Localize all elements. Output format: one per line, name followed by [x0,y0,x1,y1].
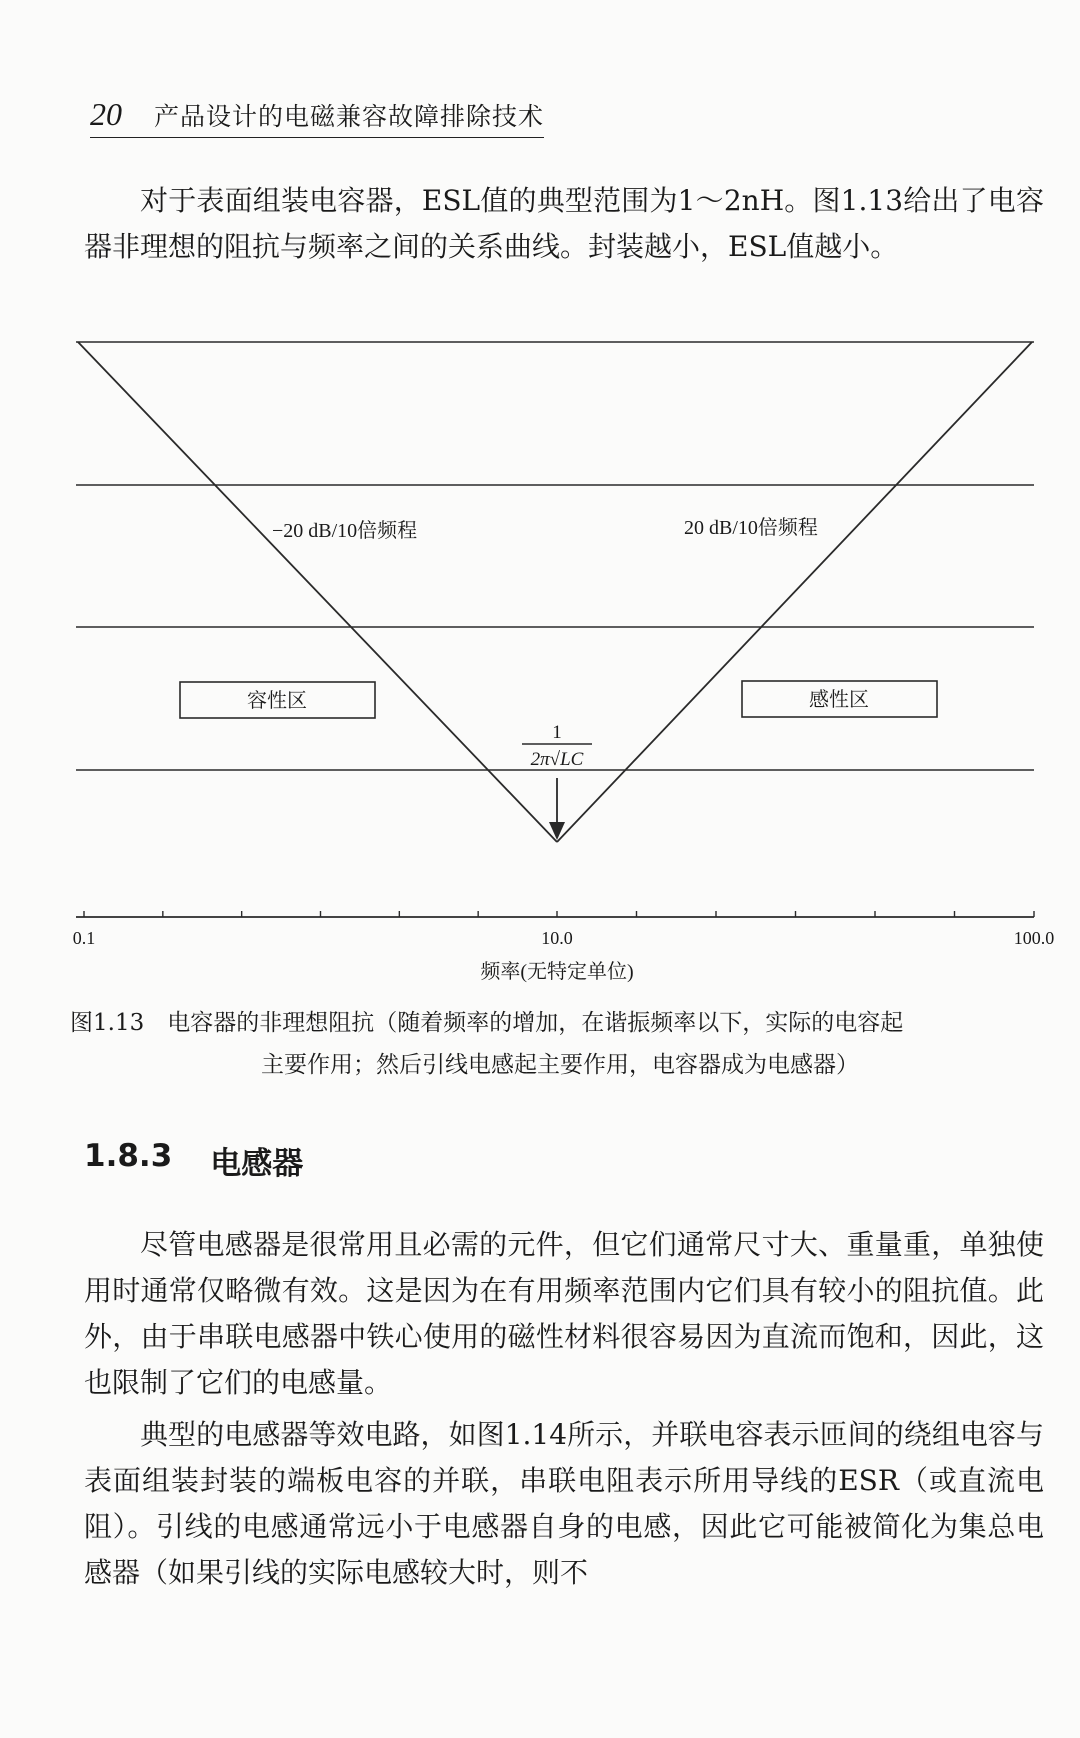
page-number: 20 [90,96,122,132]
axis-tick-left: 0.1 [72,928,96,948]
paragraph-inductor-intro: 尽管电感器是很常用且必需的元件，但它们通常尺寸大、重量重，单独使用时通常仅略微有效。这是因为在有用频率范围内它们具有较小的阻抗值。此外，由于串联电感器中铁心使用的磁性材料很容易因为直流而饱和，因此，这也限制了它们的电感量。 [84,1228,1044,1399]
axis-tick-mid: 10.0 [541,928,573,948]
inductive-slope-line [557,342,1032,842]
running-header [90,96,544,138]
paragraph-inductor-circuit: 典型的电感器等效电路，如图1.14所示，并联电容表示匝间的绕组电容与表面组装封装的端板电容的并联，串联电阻表示所用导线的ESR（或直流电阻）。引线的电感通常远小于电感器自身的电感，因此它可能被简化为集总电感器（如果引线的实际电感较大时，则不 [84,1418,1044,1589]
paragraph-esl: 对于表面组装电容器，ESL值的典型范围为1～2nH。图1.13给出了电容器非理想的阻抗与频率之间的关系曲线。封装越小，ESL值越小。 [84,184,1044,263]
left-slope-label: −20 dB/10倍频程 [272,520,418,542]
capacitive-slope-line [78,342,557,842]
caption-line-1: 图1.13 电容器的非理想阻抗（随着频率的增加，在谐振频率以下，实际的电容起 [70,1010,904,1036]
formula-numerator: 1 [552,722,562,743]
inductive-region-label: 感性区 [809,689,869,711]
impedance-figure [0,330,1080,990]
formula-denominator: 2π√LC [530,749,584,770]
figure-caption [70,1002,1050,1086]
capacitive-region-label: 容性区 [247,690,307,712]
section-number: 1.8.3 [84,1138,173,1174]
axis-label: 频率(无特定单位) [480,961,634,983]
running-title: 产品设计的电磁兼容故障排除技术 [154,102,545,131]
caption-line-2: 主要作用；然后引线电感起主要作用，电容器成为电感器） [261,1052,859,1078]
section-heading [84,1138,303,1183]
axis-tick-right: 100.0 [1013,928,1055,948]
right-slope-label: 20 dB/10倍频程 [684,517,818,539]
section-title: 电感器 [210,1146,304,1182]
